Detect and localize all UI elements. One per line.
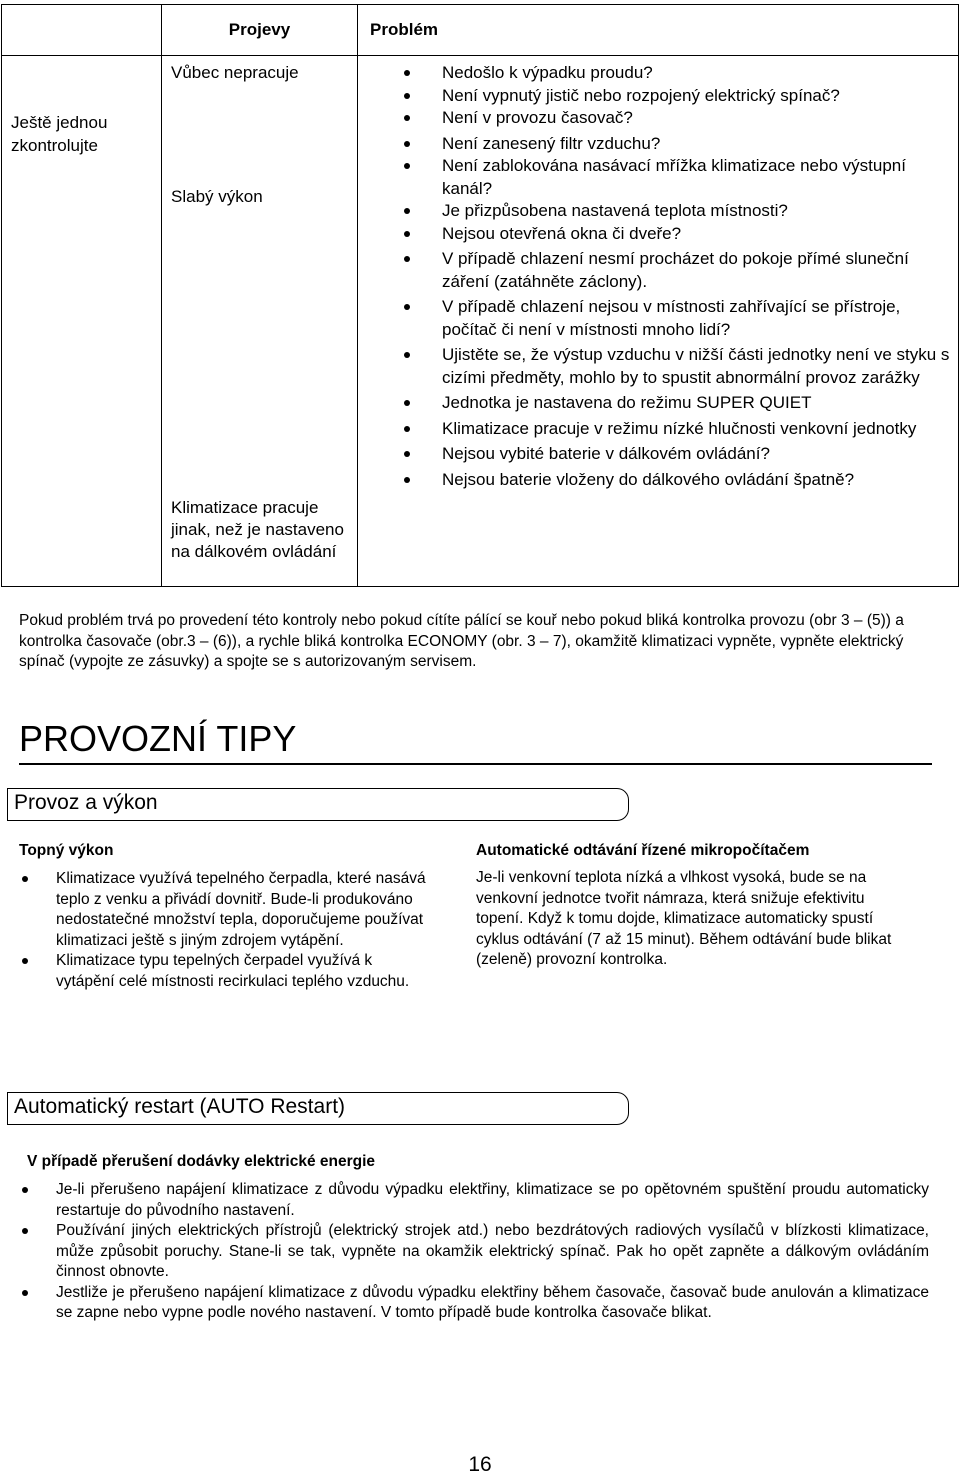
problem-list [358,56,958,491]
list-item: Nejsou baterie vloženy do dálkového ovládání špatně? [358,469,958,492]
page-title: PROVOZNÍ TIPY [19,718,297,759]
list-item: Je-li přerušeno napájení klimatizace z důvodu výpadku elektřiny, klimatizace se po opětovném spuštění proudu automaticky restartuje do původního nastavení. [19,1180,929,1221]
list-item: Jestliže je přerušeno napájení klimatizace z důvodu výpadku elektřiny během časovače, časovač bude anulován a klimatizace se zapne nebo vypne podle nového nastavení. V tomto případě bude kontrolka časovače blikat. [19,1283,929,1324]
defrost-text: Je-li venkovní teplota nízká a vlhkost vysoká, bude se na venkovní jednotce tvořit námraza, která snižuje efektivitu topení. Když k tomu dojde, klimatizace automaticky spustí cyklus odtávání (7 až 15 minut). Během odtávání bude blikat (zeleně) provozní kontrolka. [476,869,892,968]
heating-list [19,869,429,992]
list-item: Není v provozu časovač? [358,107,958,130]
section-heading-provoz: Provoz a výkon [14,791,158,814]
section-heading-restart: Automatický restart (AUTO Restart) [14,1095,346,1118]
list-item: Je přizpůsobena nastavená teplota místnosti? [358,200,958,223]
title-underline [19,763,932,765]
list-item: Není zablokována nasávací mřížka klimatizace nebo výstupní kanál? [358,155,958,200]
row-label: Ještě jednou zkontrolujte [2,56,162,587]
symptom-item: Slabý výkon [171,187,263,206]
list-item: Klimatizace pracuje v režimu nízké hlučnosti venkovní jednotky [358,418,958,441]
list-item: Používání jiných elektrických přístrojů (elektrický strojek atd.) nebo bezdrátových radiových vysílačů v blízkosti klimatizace, může způsobit poruchy. Stane-li se tak, vypněte na okamžik elektrický spínač. Pak ho opět zapněte a dálkovým ovládáním činnost obnovte. [19,1221,929,1283]
power-outage-heading: V případě přerušení dodávky elektrické energie [27,1153,376,1170]
symptom-item: Vůbec nepracuje [171,63,299,82]
list-item: Nedošlo k výpadku proudu? [358,62,958,85]
symptom-item: Klimatizace pracuje jinak, než je nastaveno na dálkovém ovládání [171,498,344,561]
section-heading-box [7,1092,629,1125]
defrost-heading: Automatické odtávání řízené mikropočítačem [476,842,810,859]
page-number: 16 [468,1453,492,1476]
heating-heading: Topný výkon [19,842,114,859]
list-item: V případě chlazení nejsou v místnosti zahřívající se přístroje, počítač či není v místnosti mnoho lidí? [358,296,958,341]
list-item: Klimatizace využívá tepelného čerpadla, které nasává teplo z venku a přivádí dovnitř. Bude-li produkováno nedostatečné množství tepla, doporučujeme používat klimatizaci ještě s jiným zdrojem vytápění. [19,869,429,951]
warning-paragraph: Pokud problém trvá po provedení této kontroly nebo pokud cítíte pálící se kouř nebo pokud bliká kontrolka provozu (obr 3 – (5)) a kontrolka časovače (obr.3 – (6)), a rychle bliká kontrolka ECONOMY (obr. 3 – 7), okamžitě klimatizaci vypněte, vypněte elektrický spínač (vypojte ze zásuvky) a spojte se s autorizovaným servisem. [19,612,904,670]
list-item: Klimatizace typu tepelných čerpadel využívá k vytápění celé místnosti recirkulaci teplého vzduchu. [19,951,429,992]
list-item: Není vypnutý jistič nebo rozpojený elektrický spínač? [358,85,958,108]
list-item: Ujistěte se, že výstup vzduchu v nižší části jednotky není ve styku s cizími předměty, mohlo by to spustit abnormální provoz zarážky [358,344,958,389]
list-item: Nejsou vybité baterie v dálkovém ovládání? [358,443,958,466]
table-header-row [2,5,959,56]
table-header-empty [2,5,162,56]
list-item: Není zanesený filtr vzduchu? [358,133,958,156]
table-header-problem: Problém [358,5,959,56]
restart-list [19,1180,929,1324]
list-item: Jednotka je nastavena do režimu SUPER QUIET [358,392,958,415]
table-header-symptoms: Projevy [162,5,358,56]
symptoms-cell [162,56,358,587]
table-row [2,56,959,587]
list-item: V případě chlazení nesmí procházet do pokoje přímé sluneční záření (zatáhněte záclony). [358,248,958,293]
section-heading-box [7,788,629,821]
troubleshooting-table [1,4,959,587]
list-item: Nejsou otevřená okna či dveře? [358,223,958,246]
problems-cell [358,56,959,587]
